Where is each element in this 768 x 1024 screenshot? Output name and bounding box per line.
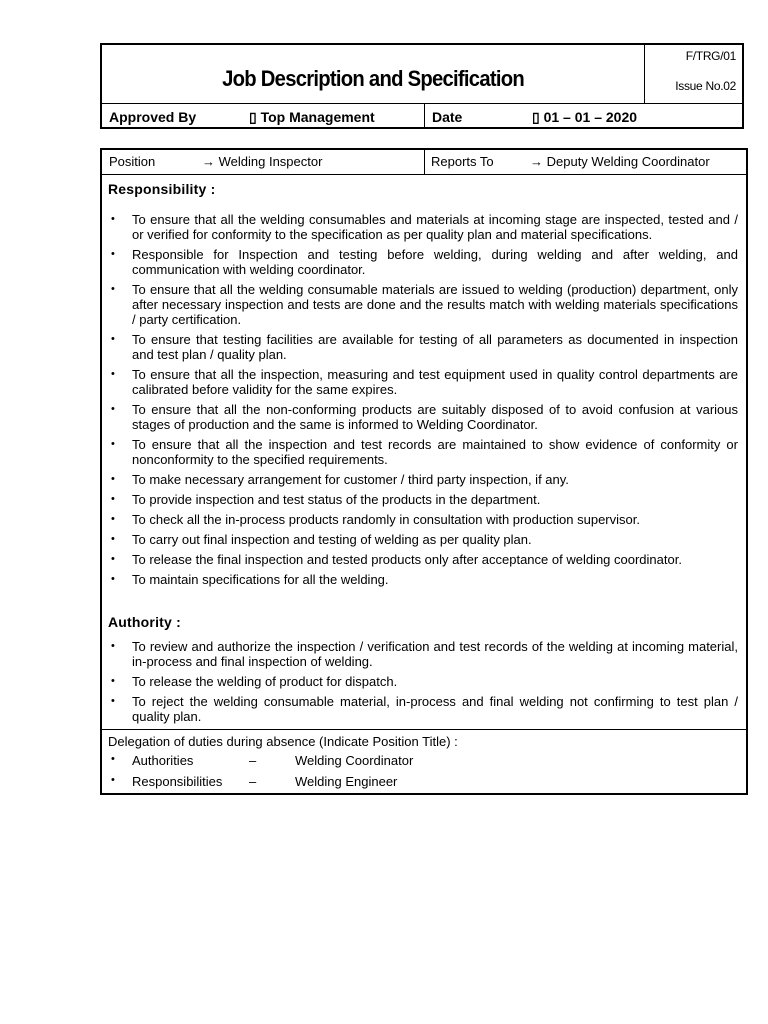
position-value: → Welding Inspector bbox=[202, 154, 323, 169]
position-row bbox=[102, 150, 746, 175]
list-item: • To ensure that all the welding consumable materials are issued to welding (production) department, only after necessary inspection and tests are done and the results match with welding materials specifications / party certification. bbox=[102, 282, 738, 327]
list-item: • To release the final inspection and tested products only after acceptance of welding coordinator. bbox=[102, 552, 738, 567]
issue-number: Issue No.02 bbox=[675, 79, 736, 93]
delegation-role: Authorities bbox=[132, 753, 194, 768]
responsibility-heading: Responsibility : bbox=[108, 181, 216, 197]
list-item: • To ensure that testing facilities are available for testing of all parameters as documented in inspection and test plan / quality plan. bbox=[102, 332, 738, 362]
bullet-icon: • bbox=[111, 753, 115, 765]
approved-by-value: ▯ Top Management bbox=[249, 109, 375, 125]
list-item: • To carry out final inspection and testing of welding as per quality plan. bbox=[102, 532, 738, 547]
delegation-dash: – bbox=[249, 753, 257, 768]
approved-by-label: Approved By bbox=[109, 109, 197, 125]
form-number: F/TRG/01 bbox=[685, 49, 736, 63]
bullet-icon: • bbox=[111, 774, 115, 786]
authority-heading: Authority : bbox=[108, 614, 181, 630]
list-item: • To ensure that all the non-conforming products are suitably disposed of to avoid confusion at various stages of production and the same is informed to Welding Coordinator. bbox=[102, 402, 738, 432]
list-item: • To provide inspection and test status of the products in the department. bbox=[102, 492, 738, 507]
job-details-box bbox=[100, 148, 748, 795]
list-item: • To review and authorize the inspection / verification and test records of the welding at incoming material, in-process and final inspection of welding. bbox=[102, 639, 738, 669]
document-title: Job Description and Specification bbox=[222, 66, 524, 91]
list-item: • To check all the in-process products randomly in consultation with production supervisor. bbox=[102, 512, 738, 527]
list-item: • To ensure that all the welding consumables and materials at incoming stage are inspected, tested and / or verified for conformity to the specification as per quality plan and material specifications. bbox=[102, 212, 738, 242]
list-item: • To reject the welding consumable material, in-process and final welding not confirming to test plan / quality plan. bbox=[102, 694, 738, 724]
document-header bbox=[100, 43, 744, 129]
reports-to-label: Reports To bbox=[431, 154, 494, 169]
delegation-person: Welding Engineer bbox=[295, 774, 398, 789]
authority-list bbox=[102, 639, 738, 729]
list-item: • To release the welding of product for dispatch. bbox=[102, 674, 738, 689]
reports-to-value: → Deputy Welding Coordinator bbox=[530, 154, 710, 169]
responsibility-list bbox=[102, 212, 738, 592]
approval-row bbox=[102, 103, 742, 127]
title-cell bbox=[102, 45, 645, 104]
delegation-title: Delegation of duties during absence (Indicate Position Title) : bbox=[108, 734, 458, 749]
position-label: Position bbox=[109, 154, 156, 169]
delegation-role: Responsibilities bbox=[132, 774, 223, 789]
delegation-divider bbox=[102, 729, 746, 730]
list-item: • To ensure that all the inspection, measuring and test equipment used in quality control departments are calibrated before validity for the same expires. bbox=[102, 367, 738, 397]
list-item: • To ensure that all the inspection and test records are maintained to show evidence of conformity or nonconformity to the specified requirements. bbox=[102, 437, 738, 467]
approval-divider bbox=[424, 103, 425, 127]
list-item: • Responsible for Inspection and testing before welding, during welding and after welding, and communication with welding coordinator. bbox=[102, 247, 738, 277]
list-item: • To maintain specifications for all the welding. bbox=[102, 572, 738, 587]
form-info-cell bbox=[644, 45, 742, 104]
date-value: ▯ 01 – 01 – 2020 bbox=[532, 109, 638, 125]
list-item: • To make necessary arrangement for customer / third party inspection, if any. bbox=[102, 472, 738, 487]
delegation-person: Welding Coordinator bbox=[295, 753, 414, 768]
position-divider bbox=[424, 150, 425, 174]
date-label: Date bbox=[432, 109, 463, 125]
delegation-dash: – bbox=[249, 774, 257, 789]
